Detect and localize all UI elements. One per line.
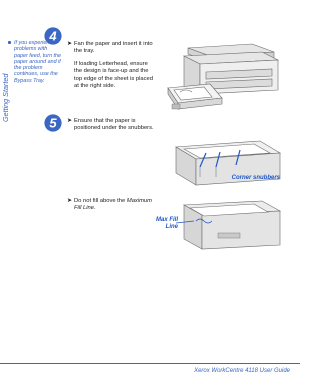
printer-paper-insert-illustration: [166, 42, 284, 120]
step-4-text: [67, 41, 156, 90]
side-section-title-text: Getting Started: [1, 73, 10, 122]
arrow-bullet-icon: ➤: [67, 118, 72, 124]
step-5-text: [67, 118, 156, 133]
step-5-max-fill-instruction: [74, 198, 160, 213]
step-4-detail: If loading Letterhead, ensure the design is face-up and the top edge of the sheet is placed at the right side.: [74, 60, 153, 90]
step-5-number: 5: [49, 115, 57, 131]
note-text: If you experience problems with paper feed, turn the paper around and if the problem continues, use the Bypass Tray.: [14, 40, 62, 84]
note-bullet-icon: [8, 41, 11, 44]
step-5-max-fill-text: [67, 198, 160, 213]
footer-guide-title: Xerox WorkCentre 4118 User Guide: [194, 368, 290, 374]
step-4-number: 4: [49, 28, 57, 44]
step-5-badge-icon: [44, 114, 62, 132]
printer-tray-open-image: [166, 42, 284, 120]
step-4-instruction: Fan the paper and insert it into the tray.: [74, 41, 153, 55]
corner-snubbers-callout: Corner snubbers: [231, 175, 280, 181]
max-fill-illustration: [174, 199, 284, 253]
footer-divider: [0, 363, 300, 364]
arrow-bullet-icon: ➤: [67, 41, 72, 47]
max-fill-suffix: .: [93, 205, 96, 212]
side-section-title: [1, 6, 13, 126]
max-fill-tray-image: [174, 199, 284, 253]
step-5-badge: [44, 114, 62, 132]
arrow-bullet-icon: ➤: [67, 198, 72, 204]
max-fill-line-callout: Max Fill Line: [155, 217, 178, 230]
paper-feed-note: [14, 40, 62, 84]
max-fill-prefix: Do not fill above the: [74, 198, 127, 204]
step-5-instruction: Ensure that the paper is positioned under the snubbers.: [74, 118, 154, 132]
max-fill-emphasis: Maximum Fill Line: [74, 198, 152, 212]
